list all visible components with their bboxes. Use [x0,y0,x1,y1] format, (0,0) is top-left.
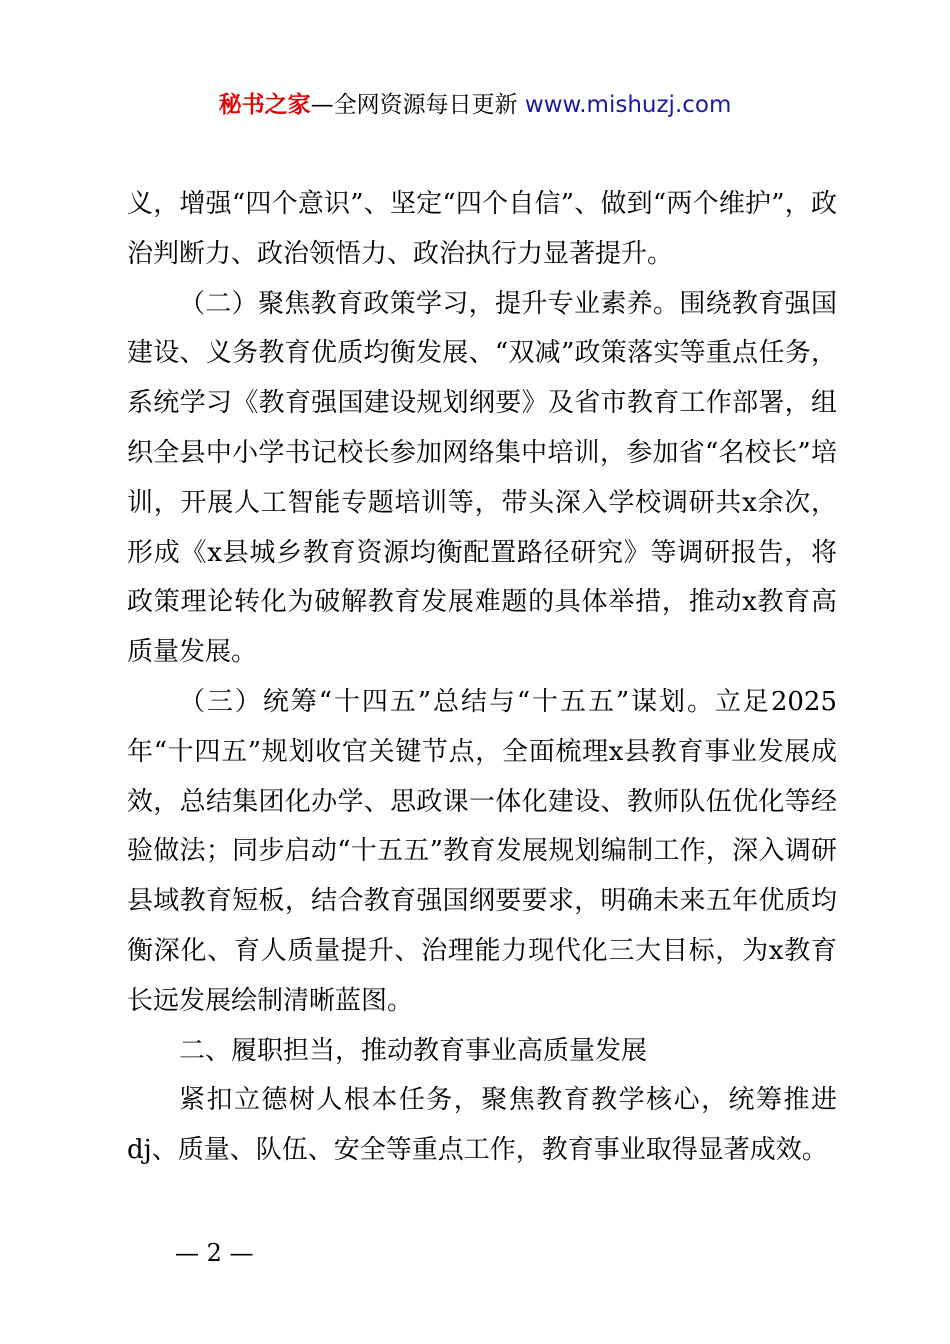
site-header [0,88,950,122]
page-number: — 2 — [175,1239,254,1267]
brand-name: 秘书之家 [218,92,311,118]
paragraph-section-intro: 紧扣立德树人根本任务，聚焦教育教学核心，统筹推进dj、质量、队伍、安全等重点工作，教育事业取得显著成效。 [127,1085,837,1166]
header-tagline: —全网资源每日更新 [310,92,518,118]
paragraph-policy-study: （二）聚焦教育政策学习，提升专业素养。围绕教育强国建设、义务教育优质均衡发展、“双减”政策落实等重点任务，系统学习《教育强国建设规划纲要》及省市教育工作部署，组织全县中小学书记校长参加网络集中培训，参加省“名校长”培训，开展人工智能专题培训等，带头深入学校调研共x余次，形成《x县城乡教育资源均衡配置路径研究》等调研报告，将政策理论转化为破解教育发展难题的具体举措，推动x教育高质量发展。 [127,288,837,668]
paragraph-planning: （三）统筹“十四五”总结与“十五五”谋划。立足2025年“十四五”规划收官关键节点，全面梳理x县教育事业发展成效，总结集团化办学、思政课一体化建设、教师队伍优化等经验做法；同步启动“十五五”教育发展规划编制工作，深入调研县域教育短板，结合教育强国纲要要求，明确未来五年优质均衡深化、育人质量提升、治理能力现代化三大目标，为x教育长远发展绘制清晰蓝图。 [127,686,837,1016]
site-url-link[interactable]: www.mishuzj.com [524,92,732,118]
section-heading: 二、履职担当，推动教育事业高质量发展 [179,1035,648,1066]
document-body [127,180,837,1176]
paragraph-continuation: 义，增强“四个意识”、坚定“四个自信”、做到“两个维护”，政治判断力、政治领悟力、政治执行力显著提升。 [127,189,837,269]
